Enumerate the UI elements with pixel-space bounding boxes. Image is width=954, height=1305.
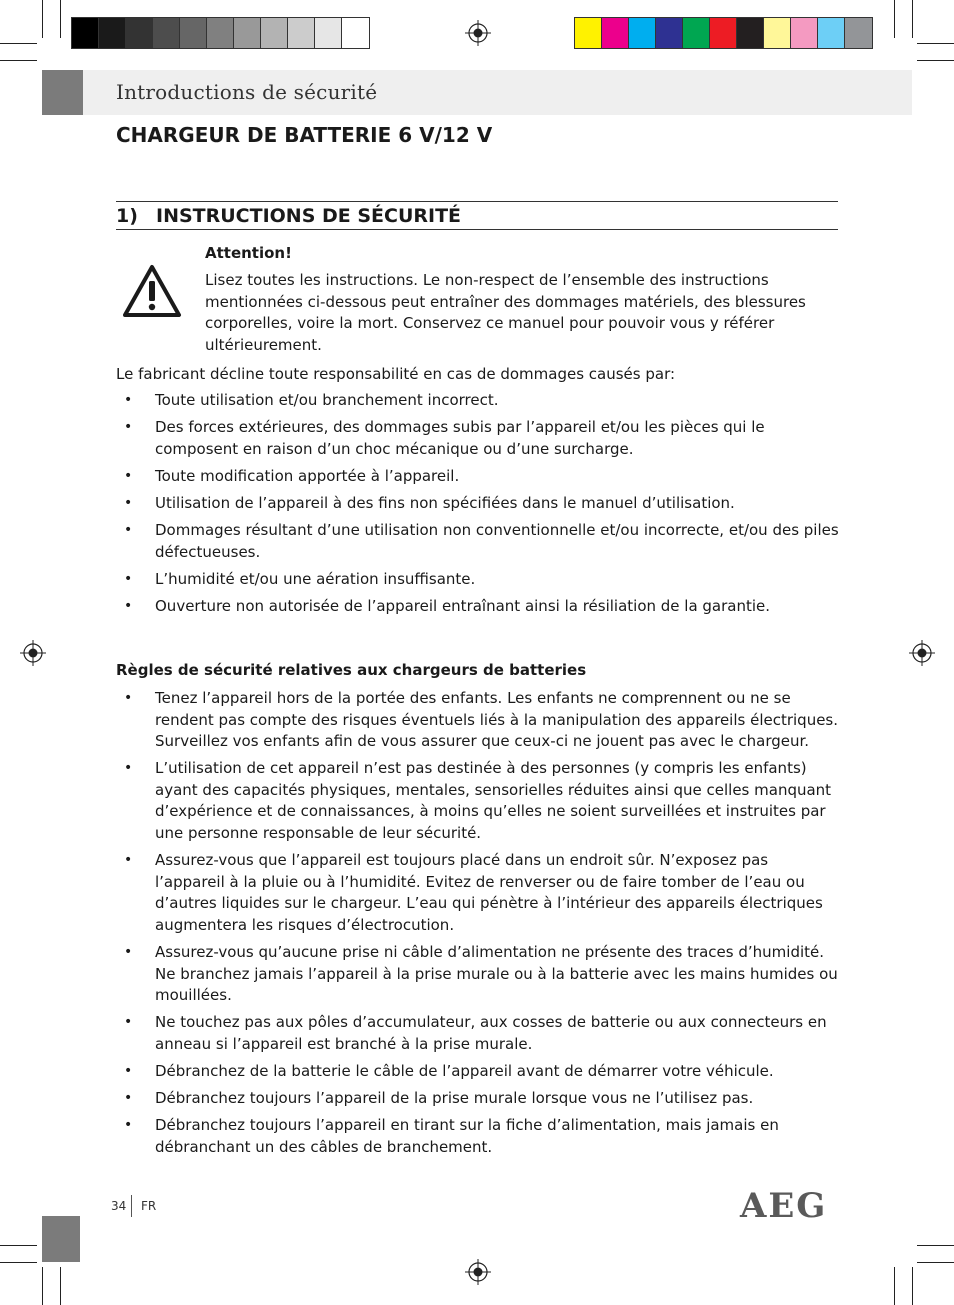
list-item-text: Assurez-vous que l’appareil est toujours placé dans un endroit sûr. N’exposez pas l’appareil à la pluie ou à l’humidité. Evitez de renverser ou de faire tomber de l’eau ou d’autres liquides sur le chargeur. L’eau qui pénètre à l’intérieur des appareils électriques augmentera les risques d’électrocution.	[155, 851, 823, 934]
bullet-icon: •	[124, 392, 133, 408]
crop-mark	[0, 1262, 37, 1263]
registration-mark-icon	[909, 640, 935, 666]
bullet-icon: •	[124, 690, 133, 706]
attention-label: Attention!	[205, 244, 292, 262]
list-item	[116, 850, 840, 936]
list-item-text: Toute modification apportée à l’appareil.	[155, 466, 460, 485]
crop-mark	[42, 0, 43, 38]
crop-mark	[0, 60, 37, 61]
list-item	[116, 417, 840, 460]
color-swatch	[791, 18, 818, 48]
list-item-text: L’humidité et/ou une aération insuffisante.	[155, 569, 476, 588]
color-swatch	[629, 18, 656, 48]
bullet-icon: •	[124, 944, 133, 961]
page-language: FR	[141, 1199, 157, 1213]
color-swatch	[153, 18, 180, 48]
list-item	[116, 493, 840, 515]
color-swatch	[126, 18, 153, 48]
crop-mark	[912, 1267, 913, 1305]
registration-mark-icon	[465, 20, 491, 46]
footer-tab-marker	[42, 1216, 80, 1262]
bullet-icon: •	[124, 852, 133, 869]
liability-list	[116, 390, 840, 623]
list-item-text: Tenez l’appareil hors de la portée des enfants. Les enfants ne comprennent ou ne se rendent pas compte des risques éventuels liés à la manipulation des appareils électriques. Surveillez vos enfants afin de vous assurer que ceux-ci ne jouent pas avec le chargeur.	[155, 689, 839, 751]
attention-text: Lisez toutes les instructions. Le non-respect de l’ensemble des instructions mentionnées ci-dessous peut entraîner des dommages matériels, des blessures corporelles, voire la mort. Conservez ce manuel pour pouvoir vous y référer ultérieurement.	[205, 271, 806, 354]
crop-mark	[912, 0, 913, 38]
list-item	[116, 942, 840, 1007]
list-item	[116, 1012, 840, 1055]
list-item-text: Utilisation de l’appareil à des fins non spécifiées dans le manuel d’utilisation.	[155, 493, 735, 512]
grayscale-color-bar	[71, 17, 370, 49]
list-item	[116, 1088, 840, 1110]
registration-mark-icon	[465, 1259, 491, 1285]
crop-mark	[0, 43, 37, 44]
list-item-text: Débranchez toujours l’appareil en tirant sur la fiche d’alimentation, mais jamais en débranchant un des câbles de branchement.	[155, 1116, 779, 1156]
list-item	[116, 688, 840, 753]
color-swatch	[656, 18, 683, 48]
color-swatch	[710, 18, 737, 48]
aeg-logo: AEG	[740, 1186, 828, 1226]
liability-intro: Le fabricant décline toute responsabilité en cas de dommages causés par:	[116, 365, 676, 383]
charger-rules-list	[116, 688, 840, 1164]
color-swatch	[72, 18, 99, 48]
list-item	[116, 390, 840, 412]
color-swatch	[575, 18, 602, 48]
crop-mark	[60, 0, 61, 38]
list-item	[116, 520, 840, 563]
color-swatch	[683, 18, 710, 48]
color-swatch	[261, 18, 288, 48]
color-swatch	[818, 18, 845, 48]
color-swatch	[207, 18, 234, 48]
document-title: CHARGEUR DE BATTERIE 6 V/12 V	[116, 123, 493, 147]
header-tab-marker	[42, 70, 83, 115]
crop-mark	[0, 1245, 37, 1246]
crop-mark	[42, 1267, 43, 1305]
registration-mark-icon	[20, 640, 46, 666]
bullet-icon: •	[124, 1014, 133, 1031]
bullet-icon: •	[124, 419, 133, 436]
bullet-icon: •	[124, 1063, 133, 1079]
list-item-text: Dommages résultant d’une utilisation non conventionnelle et/ou incorrecte, et/ou des piles défectueuses.	[155, 520, 839, 561]
running-header-title: Introductions de sécurité	[116, 80, 378, 104]
color-swatch	[602, 18, 629, 48]
color-swatch	[180, 18, 207, 48]
list-item-text: Des forces extérieures, des dommages subis par l’appareil et/ou les pièces qui le composent en raison d’un choc mécanique ou d’une surcharge.	[155, 418, 765, 458]
list-item	[116, 758, 840, 844]
bullet-icon: •	[124, 597, 133, 614]
charger-rules-heading: Règles de sécurité relatives aux chargeurs de batteries	[116, 661, 587, 679]
list-item-text: Toute utilisation et/ou branchement incorrect.	[155, 391, 499, 409]
list-item-text: Ouverture non autorisée de l’appareil entraînant ainsi la résiliation de la garantie.	[155, 596, 771, 615]
section-rule-bottom	[116, 229, 838, 230]
crop-mark	[894, 0, 895, 38]
section-rule-top	[116, 201, 838, 202]
list-item-text: Débranchez de la batterie le câble de l’appareil avant de démarrer votre véhicule.	[155, 1062, 774, 1080]
bullet-icon: •	[124, 1117, 133, 1134]
list-item	[116, 466, 840, 488]
crop-mark	[894, 1267, 895, 1305]
bullet-icon: •	[124, 570, 133, 587]
color-swatch	[99, 18, 126, 48]
list-item-text: Ne touchez pas aux pôles d’accumulateur, aux cosses de batterie ou aux connecteurs en anneau si l’appareil est branché à la prise murale.	[155, 1013, 827, 1053]
color-swatch	[764, 18, 791, 48]
footer-divider	[131, 1195, 132, 1217]
crop-mark	[917, 1262, 954, 1263]
section-title: INSTRUCTIONS DE SÉCURITÉ	[156, 205, 462, 227]
crop-mark	[917, 1245, 954, 1246]
list-item-text: Assurez-vous qu’aucune prise ni câble d’alimentation ne présente des traces d’humidité. Ne branchez jamais l’appareil à la prise murale ou à la batterie avec les mains humides ou mouillées.	[155, 943, 838, 1005]
warning-triangle-icon	[122, 264, 182, 318]
color-swatch	[315, 18, 342, 48]
color-swatch	[288, 18, 315, 48]
bullet-icon: •	[124, 1090, 133, 1107]
bullet-icon: •	[124, 760, 133, 777]
bullet-icon: •	[124, 521, 133, 538]
color-swatch	[342, 18, 369, 48]
crop-mark	[917, 60, 954, 61]
list-item	[116, 596, 840, 618]
color-swatch	[234, 18, 261, 48]
bullet-icon: •	[124, 467, 133, 484]
list-item	[116, 569, 840, 591]
color-swatch	[845, 18, 872, 48]
color-swatch	[737, 18, 764, 48]
bullet-icon: •	[124, 494, 133, 511]
process-color-bar	[574, 17, 873, 49]
page-number: 34	[111, 1199, 127, 1213]
list-item	[116, 1115, 840, 1158]
crop-mark	[60, 1267, 61, 1305]
list-item-text: L’utilisation de cet appareil n’est pas destinée à des personnes (y compris les enfants) ayant des capacités physiques, mentales, sensorielles réduites ainsi que celles manquant d’expérience et de connaissances, à moins qu’elles ne soient surveillées et instruites par une personne responsable de leur sécurité.	[155, 759, 832, 843]
section-heading	[116, 205, 461, 227]
section-number: 1)	[116, 205, 138, 227]
list-item-text: Débranchez toujours l’appareil de la prise murale lorsque vous ne l’utilisez pas.	[155, 1089, 754, 1108]
list-item	[116, 1061, 840, 1083]
crop-mark	[917, 43, 954, 44]
